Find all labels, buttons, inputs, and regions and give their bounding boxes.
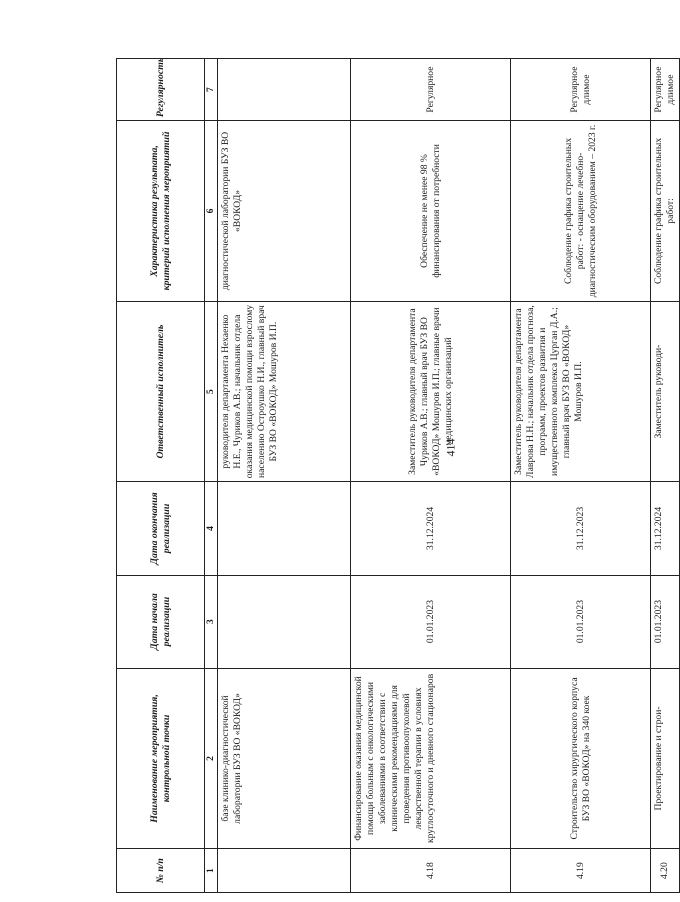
header-num: № п/п xyxy=(117,849,205,893)
row-start: 01.01.2023 xyxy=(351,575,511,668)
row-regularity xyxy=(218,59,351,121)
row-num: 4.18 xyxy=(351,849,511,893)
row-regularity: Регулярное xyxy=(351,59,511,121)
table-row xyxy=(651,59,680,893)
colnum: 7 xyxy=(205,59,218,121)
table-row xyxy=(511,59,651,893)
row-num: 4.19 xyxy=(511,849,651,893)
row-responsible: Заместитель руководителя департамента Лаврова Н.Н.; начальник отдела прогноза, программ, проектов развития и имущественного комплекса Цурган Д.А.; главный врач БУЗ ВО «ВОКОД» Мошуров И.П. xyxy=(511,301,651,482)
header-row xyxy=(117,59,205,893)
header-regularity: Регулярность xyxy=(117,59,205,121)
row-end: 31.12.2024 xyxy=(351,482,511,575)
row-result: Соблюдение графика строительных работ: xyxy=(651,121,680,302)
row-name: Проектирование и строи- xyxy=(651,668,680,849)
row-responsible: руководителя департамента Нехаенко Н.Е., Чуриков А.В.; начальник отдела оказания медицинской помощи взрослому населению Остроушко Н.И., главный врач БУЗ ВО «ВОКОД» Мошуров И.П. xyxy=(218,301,351,482)
header-start: Дата начала реализации xyxy=(117,575,205,668)
row-num xyxy=(218,849,351,893)
colnum: 5 xyxy=(205,301,218,482)
row-regularity: Регулярное длимое xyxy=(651,59,680,121)
header-result: Характеристика результата, критерий исполнения мероприятий xyxy=(117,121,205,302)
row-end: 31.12.2023 xyxy=(511,482,651,575)
row-start: 01.01.2023 xyxy=(651,575,680,668)
row-responsible: Заместитель руководи- xyxy=(651,301,680,482)
row-end xyxy=(218,482,351,575)
row-name: Финансирование оказания медицинской помощи больным с онкологическими заболеваниями в соответствии с клиническими рекомендациями для проведения противоопухолевой лекарственной терапии в условиях круглосуточного и дневного стационаров xyxy=(351,668,511,849)
colnum: 4 xyxy=(205,482,218,575)
row-result: Соблюдение графика строительных работ: - оснащение лечебно-диагностическим оборудованием – 2023 г. xyxy=(511,121,651,302)
table-row xyxy=(218,59,351,893)
colnum: 6 xyxy=(205,121,218,302)
row-end: 31.12.2024 xyxy=(651,482,680,575)
colnum: 2 xyxy=(205,668,218,849)
colnum: 1 xyxy=(205,849,218,893)
row-start xyxy=(218,575,351,668)
page-number: 414 xyxy=(443,438,458,457)
rotated-table-wrapper xyxy=(116,57,676,893)
row-responsible: Заместитель руководителя департамента Чуриков А.В.; главный врач БУЗ ВО «ВОКОД» Мошуров И.П.; главные врачи медицинских организаций xyxy=(351,301,511,482)
row-name: Строительство хирургического корпуса БУЗ ВО «ВОКОД» на 340 коек xyxy=(511,668,651,849)
measures-table xyxy=(116,58,680,893)
header-responsible: Ответственный исполнитель xyxy=(117,301,205,482)
colnum: 3 xyxy=(205,575,218,668)
row-result: Обеспечение не менее 98 % финансирования от потребности xyxy=(351,121,511,302)
header-end: Дата окончания реализации xyxy=(117,482,205,575)
row-num: 4.20 xyxy=(651,849,680,893)
column-number-row xyxy=(205,59,218,893)
row-start: 01.01.2023 xyxy=(511,575,651,668)
row-result: диагностической лаборатории БУЗ ВО «ВОКОД» xyxy=(218,121,351,302)
row-regularity: Регулярное длимое xyxy=(511,59,651,121)
table-row xyxy=(351,59,511,893)
header-name: Наименование мероприятия, контрольной точки xyxy=(117,668,205,849)
row-name: базе клинико-диагностической лаборатории БУЗ ВО «ВОКОД» xyxy=(218,668,351,849)
